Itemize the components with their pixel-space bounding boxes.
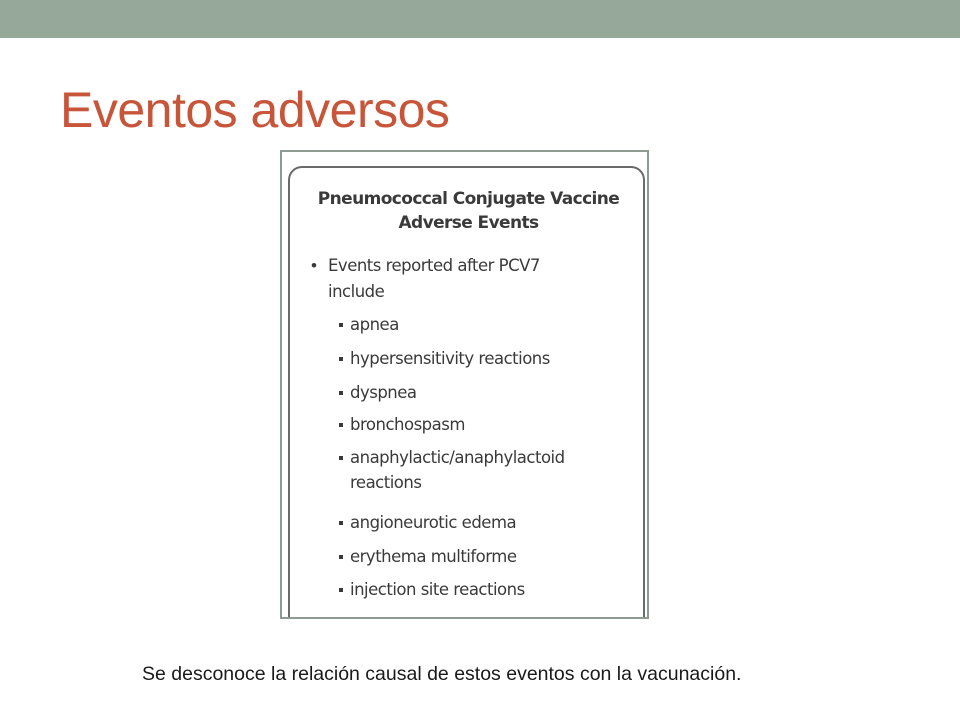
event-item-hypersensitivity: hypersensitivity reactions (350, 346, 630, 371)
adverse-events-card (288, 166, 645, 619)
card-title-line-1: Pneumococcal Conjugate Vaccine (317, 189, 620, 209)
event-item-anaphylactic: anaphylactic/anaphylactoid reactions (350, 445, 612, 495)
top-band (0, 0, 960, 38)
card-title-line-2: Adverse Events (398, 213, 539, 233)
intro-bullet-icon: • (311, 256, 317, 275)
event-item-apnea: apnea (350, 312, 630, 337)
event-item-bronchospasm: bronchospasm (350, 412, 630, 437)
card-title (290, 187, 647, 235)
event-item-dyspnea: dyspnea (350, 380, 630, 405)
event-item-injection-site: injection site reactions (350, 577, 630, 602)
footnote-text: Se desconoce la relación causal de estos eventos con la vacunación. (142, 663, 742, 685)
intro-text: Events reported after PCV7 include (328, 256, 540, 301)
embedded-image-frame (280, 150, 649, 619)
event-item-angioneurotic-edema: angioneurotic edema (350, 510, 630, 535)
event-item-erythema-multiforme: erythema multiforme (350, 544, 630, 569)
slide-title: Eventos adversos (60, 82, 450, 138)
